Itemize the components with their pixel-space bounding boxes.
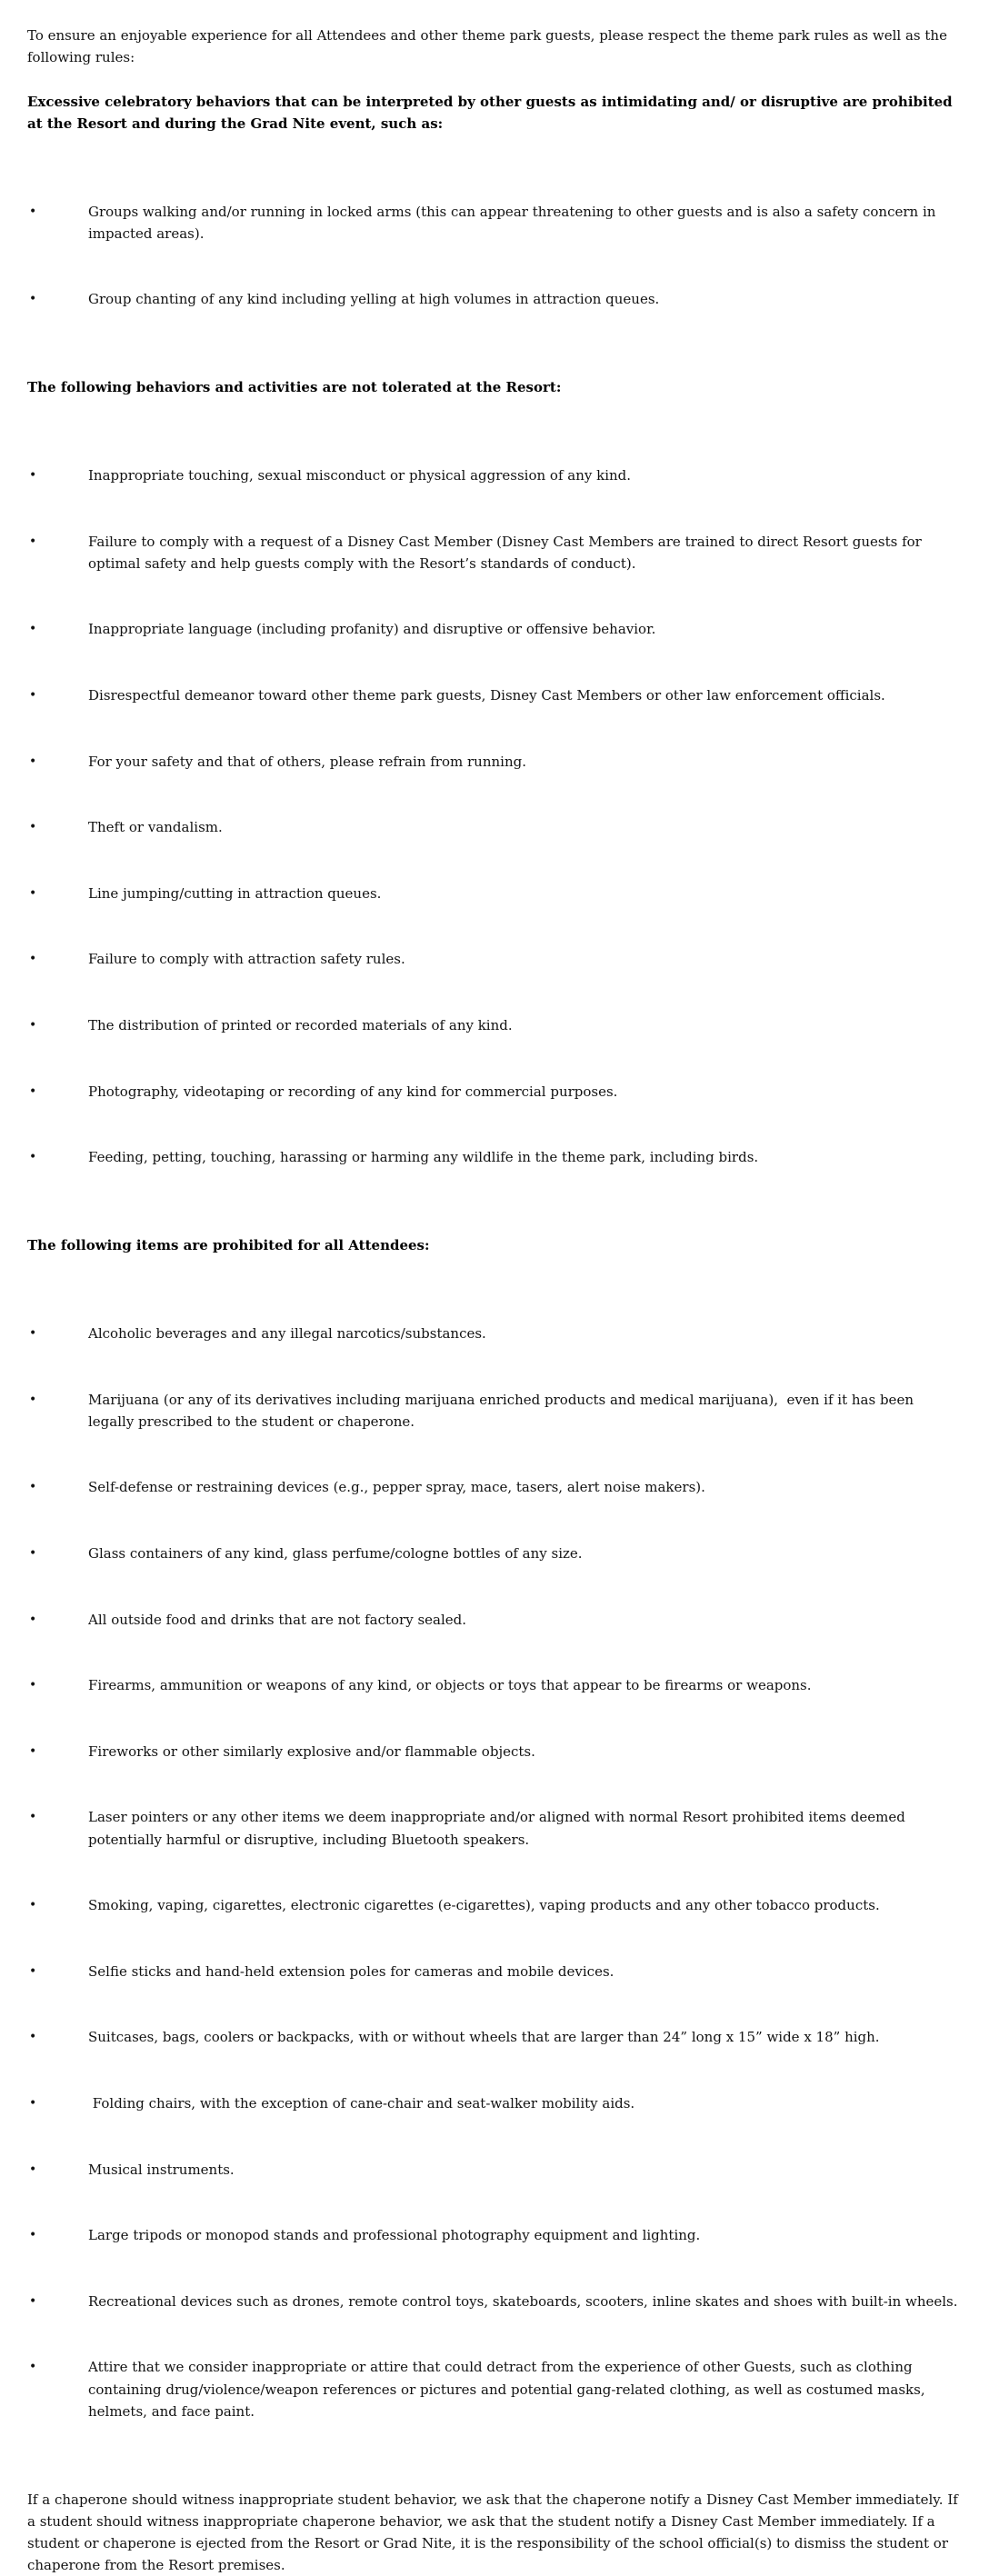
bullet-marker: • <box>29 1810 37 1825</box>
celebratory-behaviors-list <box>27 156 962 354</box>
list-item-text: Photography, videotaping or recording of any kind for commercial purposes. <box>88 1083 618 1100</box>
bullet-marker: • <box>29 2228 37 2243</box>
bullet-marker: • <box>29 534 37 549</box>
bullet-marker: • <box>29 1898 37 1913</box>
list-item-text: Recreational devices such as drones, remote control toys, skateboards, scooters, inline skates and shoes with built-in wheels. <box>88 2292 958 2310</box>
list-item <box>27 1476 962 1498</box>
section-heading-behaviors-not-tolerated: The following behaviors and activities are not tolerated at the Resort: <box>27 379 562 396</box>
list-item <box>27 1014 962 1036</box>
bullet-marker: • <box>29 1150 37 1165</box>
list-item <box>27 1674 962 1696</box>
list-item <box>27 1543 962 1564</box>
list-item-text: Marijuana (or any of its derivatives including marijuana enriched products and medical marijuana), even if it has been legally prescribed to the student or chaperone. <box>88 1391 918 1430</box>
bullet-marker: • <box>29 1963 37 1979</box>
bullet-marker: • <box>29 1612 37 1627</box>
list-item <box>27 1081 962 1103</box>
bullet-marker: • <box>29 885 37 901</box>
list-item <box>27 2356 962 2422</box>
list-item-text: Line jumping/cutting in attraction queues. <box>88 884 382 902</box>
bullet-marker: • <box>29 1480 37 1495</box>
list-item-text: Theft or vandalism. <box>88 819 223 836</box>
list-item-text: Group chanting of any kind including yelling at high volumes in attraction queues. <box>88 291 660 308</box>
list-item-text: Alcoholic beverages and any illegal narcotics/substances. <box>88 1324 486 1342</box>
list-item <box>27 2092 962 2114</box>
bullet-marker: • <box>29 2096 37 2111</box>
intro-paragraph: To ensure an enjoyable experience for all Attendees and other theme park guests, please respect the theme park rules as well as the following rules: <box>27 27 952 66</box>
section-heading-prohibited-items: The following items are prohibited for all Attendees: <box>27 1237 430 1254</box>
list-item-text: Failure to comply with attraction safety rules. <box>88 951 405 968</box>
list-item-text: Suitcases, bags, coolers or backpacks, with or without wheels that are larger than 24” long x 15” wide x 18” high. <box>88 2029 880 2046</box>
list-item-text: Inappropriate touching, sexual misconduct or physical aggression of any kind. <box>88 467 632 484</box>
bullet-marker: • <box>29 1392 37 1407</box>
list-item-text: Groups walking and/or running in locked arms (this can appear threatening to other guests and is also a safety concern in impacted areas). <box>88 203 941 242</box>
bullet-marker: • <box>29 2293 37 2309</box>
list-item <box>27 1609 962 1631</box>
bullet-marker: • <box>29 1083 37 1099</box>
list-item <box>27 531 962 574</box>
list-item-text: Self-defense or restraining devices (e.g., pepper spray, mace, tasers, alert noise makers). <box>88 1479 705 1496</box>
list-item-text: Failure to comply with a request of a Disney Cast Member (Disney Cast Members are trained to direct Resort guests for optimal safety and help guests comply with the Resort’s standards of conduct). <box>88 533 926 572</box>
bullet-marker: • <box>29 292 37 307</box>
bullet-marker: • <box>29 1018 37 1033</box>
bullet-marker: • <box>29 2162 37 2177</box>
list-item-text: For your safety and that of others, please refrain from running. <box>88 753 526 770</box>
list-item <box>27 1894 962 1916</box>
list-item <box>27 948 962 970</box>
list-item <box>27 1741 962 1762</box>
list-item-text: Laser pointers or any other items we deem inappropriate and/or aligned with normal Resort prohibited items deemed potentially harmful or disruptive, including Bluetooth speakers. <box>88 1809 910 1848</box>
list-item <box>27 1323 962 1344</box>
list-item <box>27 2224 962 2246</box>
list-item-text: Fireworks or other similarly explosive and/or flammable objects. <box>88 1742 535 1760</box>
list-item-text: Musical instruments. <box>88 2161 235 2178</box>
closing-paragraph: If a chaperone should witness inappropriate student behavior, we ask that the chaperone notify a Disney Cast Member immediately. If a student should witness inappropriate chaperone behavior, we ask that the student notify a Disney Cast Member immediately. If a student or chaperone is ejected from the Resort or Grad Nite, it is the responsibility of the school official(s) to dismiss the student or chaperone from the Resort premises. <box>27 2491 963 2574</box>
bullet-marker: • <box>29 688 37 704</box>
list-item <box>27 618 962 640</box>
list-item <box>27 1389 962 1433</box>
bullet-marker: • <box>29 204 37 219</box>
list-item <box>27 201 962 245</box>
list-item-text: The distribution of printed or recorded materials of any kind. <box>88 1017 513 1034</box>
bullet-marker: • <box>29 1743 37 1759</box>
list-item-text: Smoking, vaping, cigarettes, electronic cigarettes (e-cigarettes), vaping products and any other tobacco products. <box>88 1897 880 1914</box>
list-item-text: Firearms, ammunition or weapons of any kind, or objects or toys that appear to be firearms or weapons. <box>88 1677 812 1694</box>
list-item <box>27 1806 962 1850</box>
list-item <box>27 883 962 904</box>
list-item-text: Selfie sticks and hand-held extension poles for cameras and mobile devices. <box>88 1962 614 1980</box>
list-item <box>27 1146 962 1168</box>
list-item <box>27 751 962 773</box>
bullet-marker: • <box>29 468 37 483</box>
list-item <box>27 2291 962 2312</box>
list-item-text: Glass containers of any kind, glass perfume/cologne bottles of any size. <box>88 1544 583 1562</box>
list-item <box>27 2026 962 2048</box>
prohibited-items-list <box>27 1278 962 2466</box>
list-item-text: Attire that we consider inappropriate or attire that could detract from the experience of other Guests, such as clothing containing drug/violence/weapon references or pictures and potential gang-related clothing, as well as costumed masks, helmets, and face paint. <box>88 2359 930 2420</box>
bullet-marker: • <box>29 1678 37 1693</box>
list-item <box>27 1961 962 1982</box>
bullet-marker: • <box>29 1545 37 1561</box>
behaviors-not-tolerated-list <box>27 421 962 1213</box>
list-item-text: All outside food and drinks that are not factory sealed. <box>88 1611 467 1628</box>
section-heading-celebratory-behaviors: Excessive celebratory behaviors that can be interpreted by other guests as intimidating and/ or disruptive are prohibited at the Resort and during the Grad Nite event, such as: <box>27 93 957 132</box>
bullet-marker: • <box>29 2360 37 2375</box>
list-item-text: Disrespectful demeanor toward other theme park guests, Disney Cast Members or other law enforcement officials. <box>88 687 885 704</box>
list-item <box>27 816 962 838</box>
bullet-marker: • <box>29 820 37 835</box>
bullet-marker: • <box>29 2030 37 2045</box>
bullet-marker: • <box>29 952 37 967</box>
bullet-marker: • <box>29 622 37 637</box>
list-item <box>27 464 962 486</box>
bullet-marker: • <box>29 754 37 769</box>
list-item-text: Feeding, petting, touching, harassing or harming any wildlife in the theme park, including birds. <box>88 1149 759 1166</box>
list-item <box>27 684 962 706</box>
list-item-text: Folding chairs, with the exception of cane-chair and seat-walker mobility aids. <box>88 2095 635 2112</box>
list-item-text: Large tripods or monopod stands and professional photography equipment and lighting. <box>88 2227 701 2244</box>
list-item <box>27 288 962 310</box>
list-item <box>27 2159 962 2181</box>
list-item-text: Inappropriate language (including profanity) and disruptive or offensive behavior. <box>88 621 656 638</box>
bullet-marker: • <box>29 1325 37 1341</box>
